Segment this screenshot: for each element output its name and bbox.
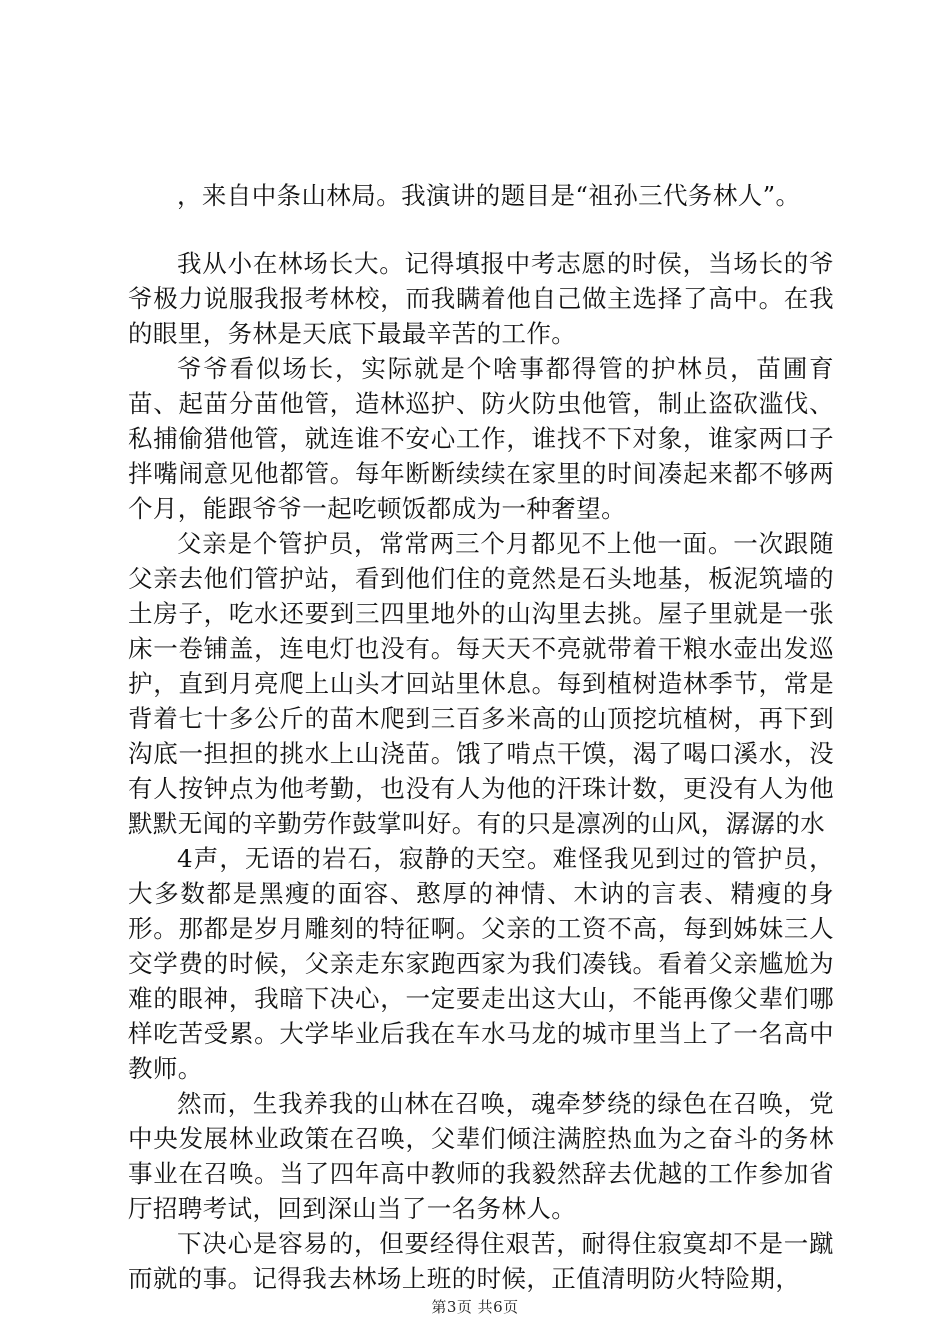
paragraph-father-continued: 4声，无语的岩石，寂静的天空。难怪我见到过的管护员，大多数都是黑瘦的面容、憨厚的神情、木讷的言表、精瘦的身形。那都是岁月雕刻的特征啊。父亲的工资不高，每到姊妹三人交学费的时候，父亲走东家跑西家为我们凑钱。看着父亲尴尬为难的眼神，我暗下决心，一定要走出这大山，不能再像父辈们哪样吃苦受累。大学毕业后我在车水马龙的城市里当上了一名高中教师。 xyxy=(128,844,834,1083)
document-body xyxy=(128,178,834,1296)
paragraph-grandfather: 爷爷看似场长，实际就是个啥事都得管的护林员，苗圃育苗、起苗分苗他管，造林巡护、防火防虫他管，制止盗砍滥伐、私捕偷猎他管，就连谁不安心工作，谁找不下对象，谁家两口子拌嘴闹意见他都管。每年断断续续在家里的时间凑起来都不够两个月，能跟爷爷一起吃顿饭都成为一种奢望。 xyxy=(128,354,834,523)
paragraph-father: 父亲是个管护员，常常两三个月都见不上他一面。一次跟随父亲去他们管护站，看到他们住的竟然是石头地基，板泥筑墙的土房子，吃水还要到三四里地外的山沟里去挑。屋子里就是一张床一卷铺盖，连电灯也没有。每天天不亮就带着干粮水壶出发巡护，直到月亮爬上山头才回站里休息。每到植树造林季节，常是背着七十多公斤的苗木爬到三百多米高的山顶挖坑植树，再下到沟底一担担的挑水上山浇苗。饿了啃点干馍，渴了喝口溪水，没有人按钟点为他考勤，也没有人为他的汗珠计数，更没有人为他默默无闻的辛勤劳作鼓掌叫好。有的只是凛冽的山风，潺潺的水 xyxy=(128,529,834,838)
paragraph-childhood: 我从小在林场长大。记得填报中考志愿的时侯，当场长的爷爷极力说服我报考林校，而我瞒着他自己做主选择了高中。在我的眼里，务林是天底下最最辛苦的工作。 xyxy=(128,249,834,348)
paragraph-calling: 然而，生我养我的山林在召唤，魂牵梦绕的绿色在召唤，党中央发展林业政策在召唤，父辈们倾注满腔热血为之奋斗的务林事业在召唤。当了四年高中教师的我毅然辞去优越的工作参加省厅招聘考试，回到深山当了一名务林人。 xyxy=(128,1089,834,1223)
opening-paragraph: ，来自中条山林局。我演讲的题目是“祖孙三代务林人”。 xyxy=(177,181,801,210)
page-number-footer: 第3页 共6页 xyxy=(431,1298,519,1316)
paragraph-determination: 下决心是容易的，但要经得住艰苦，耐得住寂寞却不是一蹴而就的事。记得我去林场上班的时候，正值清明防火特险期， xyxy=(128,1229,834,1293)
